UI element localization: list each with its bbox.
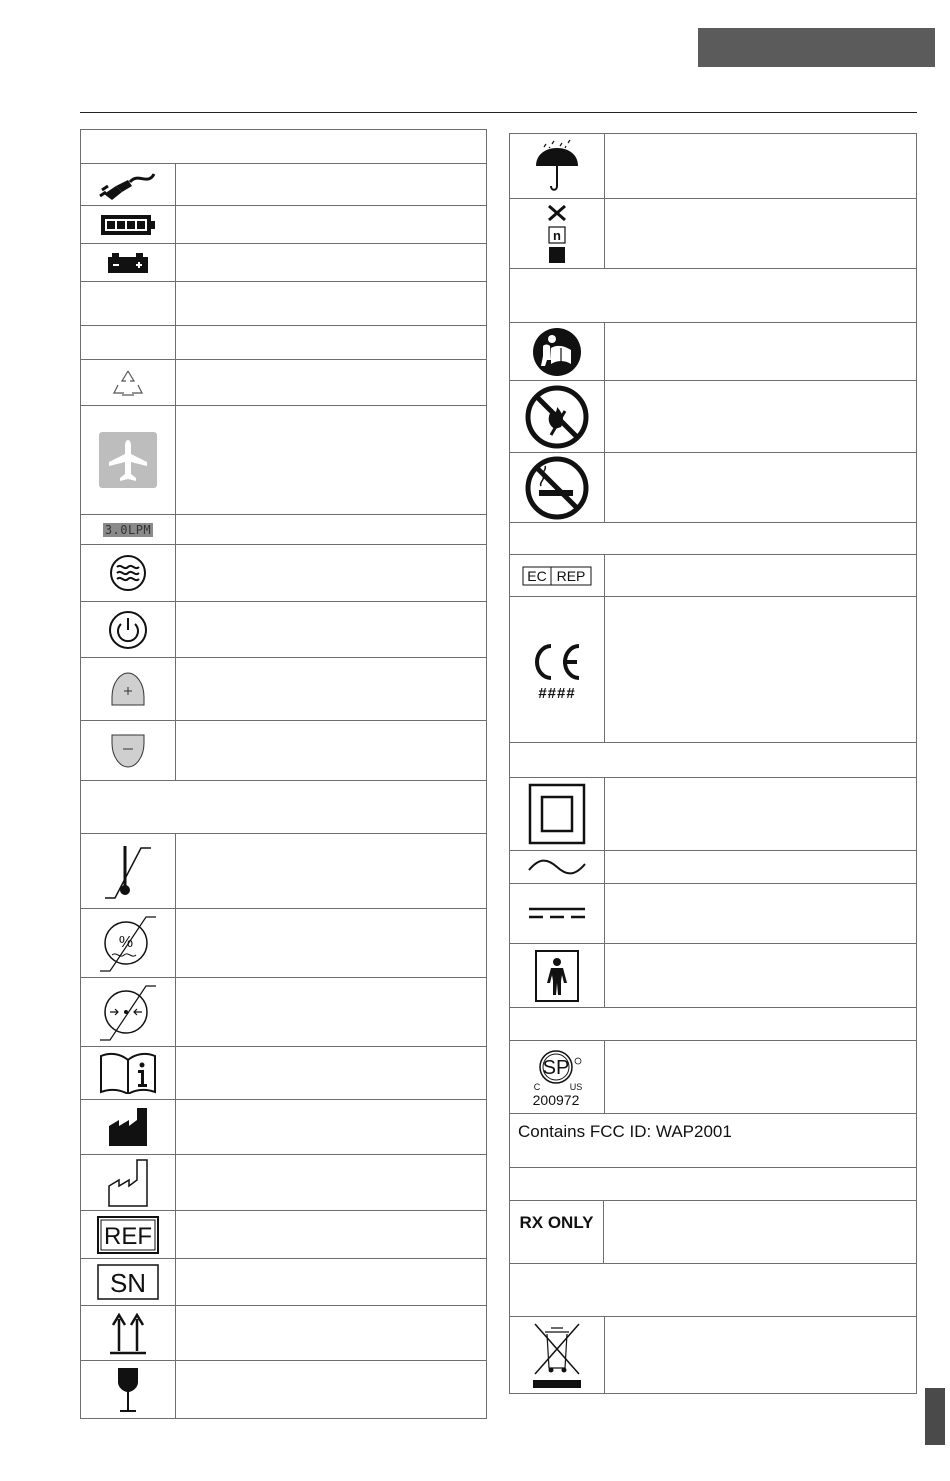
- section-header-row: [510, 742, 916, 777]
- table-row: [510, 883, 916, 943]
- no-open-flame-icon: [510, 381, 605, 452]
- table-row: [510, 134, 916, 198]
- ref-label: REF: [104, 1222, 152, 1250]
- symbols-table-right: [509, 133, 917, 1394]
- no-smoking-icon: [510, 453, 605, 522]
- table-row: [81, 1210, 486, 1258]
- manufacturer-icon: [81, 1100, 176, 1154]
- section-header-row: [510, 522, 916, 554]
- this-way-up-icon: [81, 1306, 176, 1360]
- table-row: [510, 777, 916, 850]
- empty-icon-cell: [81, 282, 176, 325]
- table-row: [81, 405, 486, 514]
- sn-label: SN: [109, 1268, 147, 1298]
- csa-us-label: US: [569, 1082, 583, 1092]
- lcd-display-icon: [81, 515, 176, 544]
- table-row: [81, 243, 486, 281]
- table-row: [81, 720, 486, 780]
- ref-catalog-icon: [81, 1211, 176, 1258]
- serial-number-icon: [81, 1259, 176, 1305]
- stacking-limit-icon: [510, 199, 605, 268]
- ce-mark-icon: [510, 597, 605, 742]
- table-row: [510, 596, 916, 742]
- table-row: [510, 380, 916, 452]
- rx-only-label: RX ONLY: [519, 1213, 594, 1232]
- fragile-glass-icon: [81, 1361, 176, 1418]
- table-row: [510, 452, 916, 522]
- battery-full-icon: [81, 206, 176, 243]
- ce-notified-body-number: ####: [538, 684, 576, 702]
- table-row: [81, 833, 486, 908]
- table-row: [81, 977, 486, 1046]
- table-row: [510, 1316, 916, 1393]
- section-header-row: [81, 780, 486, 833]
- table-row: [510, 943, 916, 1007]
- section-header-row: [510, 1167, 916, 1200]
- table-row: [510, 1040, 916, 1113]
- percent-glyph: %: [118, 934, 134, 951]
- battery-icon: [81, 244, 176, 281]
- csa-mark-glyph: SP: [542, 1057, 570, 1079]
- section-header-row: [510, 268, 916, 322]
- section-header-row: [81, 130, 486, 163]
- table-row: [81, 601, 486, 657]
- ec-label: EC: [527, 567, 547, 584]
- airplane-icon: [81, 406, 176, 514]
- csa-c-label: C: [533, 1082, 541, 1092]
- section-header-row: [510, 1263, 916, 1316]
- table-row: [81, 1099, 486, 1154]
- table-row: [81, 1154, 486, 1210]
- read-manual-icon: [510, 323, 605, 380]
- table-row: [510, 850, 916, 883]
- rx-only-cell: [510, 1201, 604, 1263]
- humidity-limit-icon: [81, 909, 176, 977]
- instructions-book-icon: [81, 1047, 176, 1099]
- alternating-current-icon: [510, 851, 605, 883]
- rep-label: REP: [556, 567, 586, 584]
- lcd-flow-readout: 3.0LPM: [104, 522, 152, 537]
- class-ii-double-insulation-icon: [510, 778, 605, 850]
- table-row: [81, 908, 486, 977]
- ec-rep-icon: [510, 555, 605, 596]
- symbols-table-left: [80, 129, 487, 1419]
- header-rule: [80, 112, 917, 113]
- table-row: [81, 325, 486, 359]
- csa-certification-icon: [510, 1041, 605, 1113]
- table-row: [510, 554, 916, 596]
- section-header-row: [510, 1007, 916, 1040]
- table-row: [510, 1113, 916, 1167]
- section-tab: [698, 28, 935, 67]
- waves-button-icon: [81, 545, 176, 601]
- table-row: [81, 359, 486, 405]
- table-row: [81, 163, 486, 205]
- weee-crossed-bin-icon: [510, 1317, 605, 1393]
- pressure-limit-icon: [81, 978, 176, 1046]
- minus-button-icon: [81, 721, 176, 780]
- table-row: [81, 544, 486, 601]
- table-row: [81, 1360, 486, 1418]
- table-row: [81, 1305, 486, 1360]
- csa-file-number: 200972: [532, 1092, 580, 1108]
- temperature-limit-icon: [81, 834, 176, 908]
- table-row: [81, 657, 486, 720]
- table-row: [81, 1046, 486, 1099]
- table-row: [510, 198, 916, 268]
- keep-dry-umbrella-icon: [510, 134, 605, 198]
- fcc-id-text: Contains FCC ID: WAP2001: [518, 1122, 732, 1141]
- table-row: [81, 205, 486, 243]
- type-bf-applied-part-icon: [510, 944, 605, 1007]
- table-row: [510, 1200, 916, 1263]
- recycle-icon: [81, 360, 176, 405]
- table-row: [510, 322, 916, 380]
- page-edge-tab: [925, 1388, 945, 1445]
- empty-icon-cell: [81, 326, 176, 359]
- stack-count-glyph: n: [553, 227, 561, 243]
- ac-plug-icon: [81, 164, 176, 205]
- table-row: [81, 514, 486, 544]
- table-row: [81, 1258, 486, 1305]
- plus-button-icon: [81, 658, 176, 720]
- manufacture-date-icon: [81, 1155, 176, 1210]
- power-button-icon: [81, 602, 176, 657]
- direct-current-icon: [510, 884, 605, 943]
- table-row: [81, 281, 486, 325]
